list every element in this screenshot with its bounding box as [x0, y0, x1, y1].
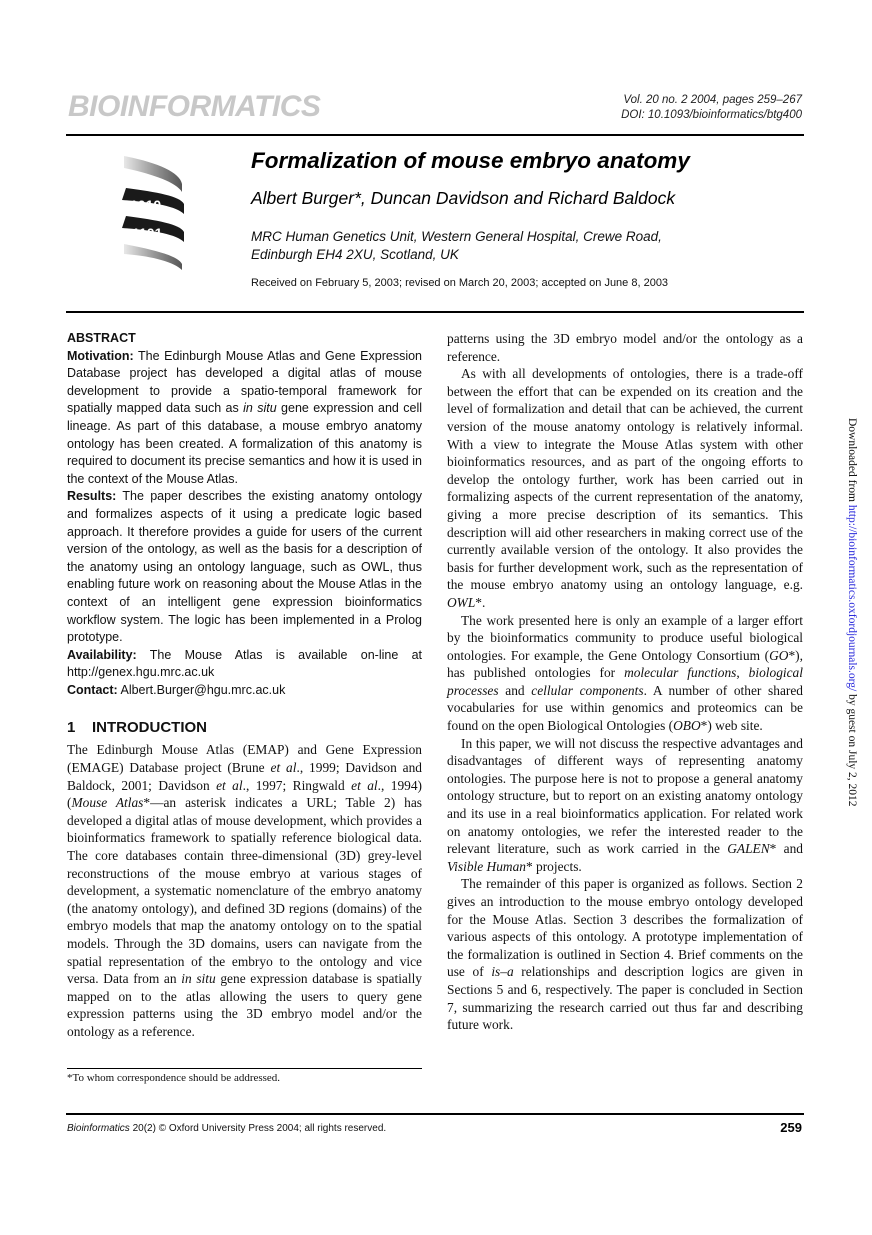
in-situ-term: in situ [243, 401, 277, 416]
section-number: 1 [67, 719, 76, 737]
watermark-link[interactable]: http://bioinformatics.oxfordjournals.org/ [846, 504, 858, 692]
intro-paragraph-4: In this paper, we will not discuss the respective advantages and disadvantages of different ways of representing anatomy ontologies. The purpose here is not to propose a general anatomy ontology structure, but to report on an existing anatomy ontology and its use in a real bioinformatics application. For related work on anatomy ontologies, we refer the interested reader to the relevant literature, such as work carried in the GALEN* and Visible Human* projects. [447, 735, 803, 874]
availability-text[interactable]: The Mouse Atlas is available on-line at http://genex.hgu.mrc.ac.uk [67, 647, 422, 680]
volume-line: Vol. 20 no. 2 2004, pages 259–267 [623, 94, 802, 106]
intro-paragraph-1: The Edinburgh Mouse Atlas (EMAP) and Gene Expression (EMAGE) Database project (Brune et al., 1999; Davidson and Baldock, 2001; Davidson et al., 1997; Ringwald et al., 1994) (Mouse Atlas*—an asterisk indicates a URL; Table 2) has developed a digital atlas of mouse development, which provides a bioinformatics framework to spatially reference biological data. The core databases contain three-dimensional (3D) grey-level reconstructions of the mouse embryo at various stages of development, a systematic nomenclature of the embryo anatomy (the anatomy ontology), and defined 3D regions (domains) of the embryo models that map the anatomy ontology on to the spatial models. Through the 3D domains, users can navigate from the spatial representation of the embryo to the ontology and vice versa. Data from an in situ gene expression database is spatially mapped on to the atlas allowing the users to query gene expression patterns using the 3D embryo model and/or the ontology as a reference. [67, 742, 422, 1039]
volume-info [621, 93, 802, 123]
footer-copyright [67, 1123, 386, 1134]
contact-label: Contact: [67, 682, 118, 697]
footer-journal: Bioinformatics [67, 1123, 130, 1134]
footer-rule [66, 1113, 804, 1115]
article-title: Formalization of mouse embryo anatomy [251, 148, 690, 173]
watermark-prefix: Downloaded from [846, 418, 858, 505]
left-column [67, 330, 422, 1105]
motivation-label: Motivation: [67, 348, 134, 363]
intro-paragraph-1-continued: patterns using the 3D embryo model and/or the ontology as a reference. [447, 331, 803, 364]
abstract-availability [67, 647, 422, 682]
motivation-text-cont: gene expression and cell lineage. As part of this database, a mouse embryo anatomy ontology has been created. A formalization of this anatomy is required to document its precise semantics and how it is used in the context of the Mouse Atlas. [67, 401, 423, 486]
title-rule [66, 311, 804, 313]
footnote-rule [67, 1068, 422, 1069]
logo-row2: 1101 [132, 225, 163, 241]
affiliation [251, 228, 662, 264]
page-number: 259 [780, 1120, 802, 1135]
availability-label: Availability: [67, 647, 137, 662]
right-column [447, 330, 803, 1034]
results-label: Results: [67, 489, 117, 504]
motivation-text: The Edinburgh Mouse Atlas and Gene Expression Database project has developed a digital atlas of mouse development to provide a spatio-temporal framework for spatially mapped data such as [67, 348, 422, 416]
journal-name: BIOINFORMATICS [68, 90, 321, 123]
abstract-results [67, 488, 422, 646]
results-text: The paper describes the existing anatomy ontology and formalizes aspects of it using a predicate logic based approach. It therefore provides a guide for users of the current version of the ontology, as well as the basis for a description of the anatomy using an ontology language, such as OWL, thus enabling future work on reasoning about the Mouse Atlas in the context of an intelligent gene expression bioinformatics workflow system. The logic has been implemented in a Prolog prototype. [67, 489, 422, 645]
correspondence-footnote: *To whom correspondence should be addressed. [67, 1072, 281, 1084]
affiliation-line1: MRC Human Genetics Unit, Western General Hospital, Crewe Road, [251, 229, 662, 244]
contact-email[interactable]: Albert.Burger@hgu.mrc.ac.uk [117, 682, 286, 697]
abstract-contact [67, 682, 422, 700]
abstract-motivation [67, 348, 422, 489]
section-heading-introduction [67, 719, 422, 737]
header-rule [66, 134, 804, 136]
article-authors: Albert Burger*, Duncan Davidson and Richard Baldock [251, 188, 676, 208]
received-dates: Received on February 5, 2003; revised on March 20, 2003; accepted on June 8, 2003 [251, 277, 669, 289]
affiliation-line2: Edinburgh EH4 2XU, Scotland, UK [251, 247, 459, 262]
section-title: INTRODUCTION [92, 719, 207, 737]
dna-helix-binary-icon [116, 152, 192, 272]
logo-row1: 1010 [130, 197, 162, 213]
footer-copyright-text: 20(2) © Oxford University Press 2004; all rights reserved. [129, 1123, 387, 1134]
intro-paragraph-5: The remainder of this paper is organized as follows. Section 2 gives an introduction to the mouse embryo ontology developed for the Mouse Atlas. Section 3 describes the formalization of various aspects of this ontology. A prototype implementation of the formalization is outlined in Section 4. Brief comments on the use of is–a relationships and description logics are given in Sections 5 and 6, respectively. The paper is concluded in Section 7, summarizing the research carried out thus far and describing future work. [447, 876, 804, 1033]
abstract-heading: ABSTRACT [67, 331, 136, 345]
intro-paragraph-3: The work presented here is only an example of a larger effort by the bioinformatics community to produce useful biological ontologies. For example, the Gene Ontology Consortium (GO*), has published ontologies for molecular functions, biological processes and cellular components. A number of other shared vocabularies for use within genomics and proteomics can be found on the open Biological Ontologies (OBO*) web site. [447, 612, 803, 734]
doi-line: DOI: 10.1093/bioinformatics/btg400 [621, 109, 802, 121]
download-watermark [846, 418, 858, 807]
intro-paragraph-2: As with all developments of ontologies, there is a trade-off between the effort that can be expended on its creation and the level of formalization and detail that can be achieved, the current version of the mouse anatomy ontology is relatively informal. With a view to integrate the Mouse Atlas system with other bioinformatics resources, and as part of the ongoing efforts to develop the ontology further, work has been carried out in formalizing aspects of the current representation of the anatomy, giving a more precise description of its semantics. This description will aid other researchers in making correct use of the currently available version of the ontology. It also provides the basis for further development work, such as the representation of the mouse embryo anatomy using an ontology language, e.g. OWL*. [447, 366, 803, 610]
watermark-suffix: by guest on July 2, 2012 [846, 691, 858, 807]
